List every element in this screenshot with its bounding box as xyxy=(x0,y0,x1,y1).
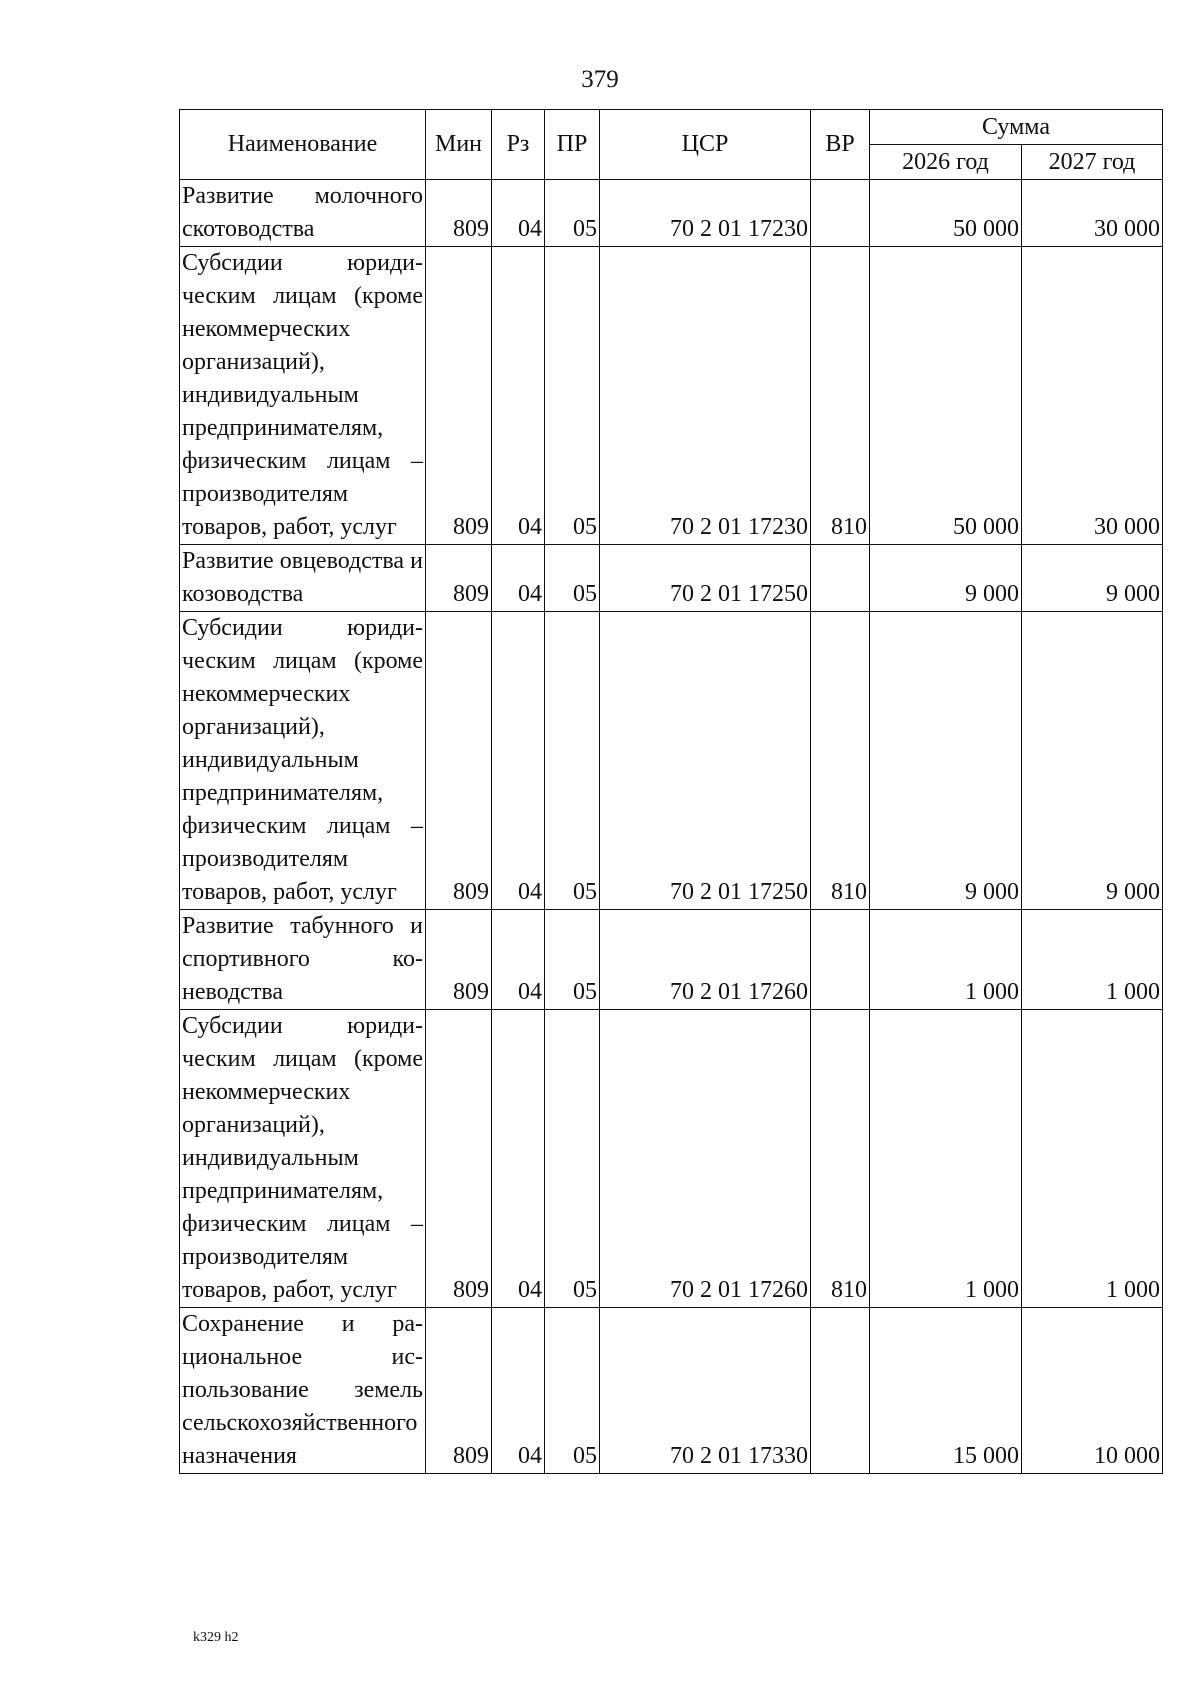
row-rz: 04 xyxy=(492,180,545,247)
table-row xyxy=(180,910,1163,1010)
row-vr: 810 xyxy=(811,1010,870,1308)
header-pr: ПР xyxy=(545,110,600,180)
row-name: Субсидии юридическим лицам (кроме некоммерческих организаций), индивидуальным предпринимателям, физическим лицам – производителям товаров, работ, услуг xyxy=(180,247,426,545)
table-row xyxy=(180,1308,1163,1474)
row-pr: 05 xyxy=(545,180,600,247)
row-pr: 05 xyxy=(545,545,600,612)
row-rz: 04 xyxy=(492,612,545,910)
header-csr: ЦСР xyxy=(600,110,811,180)
row-min: 809 xyxy=(426,612,492,910)
row-sum-2027: 9 000 xyxy=(1022,545,1163,612)
row-pr: 05 xyxy=(545,1308,600,1474)
row-csr: 70 2 01 17230 xyxy=(600,180,811,247)
row-csr: 70 2 01 17260 xyxy=(600,1010,811,1308)
row-name: Развитие овцеводства и козоводства xyxy=(180,545,426,612)
row-rz: 04 xyxy=(492,545,545,612)
row-min: 809 xyxy=(426,1010,492,1308)
table-row xyxy=(180,1010,1163,1308)
row-sum-2026: 50 000 xyxy=(870,180,1022,247)
table-row xyxy=(180,247,1163,545)
table-header xyxy=(180,110,1163,180)
header-sum: Сумма xyxy=(870,110,1163,145)
row-rz: 04 xyxy=(492,1308,545,1474)
row-rz: 04 xyxy=(492,247,545,545)
row-sum-2026: 9 000 xyxy=(870,612,1022,910)
row-pr: 05 xyxy=(545,247,600,545)
row-sum-2027: 30 000 xyxy=(1022,180,1163,247)
row-vr xyxy=(811,180,870,247)
row-sum-2027: 1 000 xyxy=(1022,910,1163,1010)
row-name: Развитие молочного скотоводства xyxy=(180,180,426,247)
header-vr: ВР xyxy=(811,110,870,180)
row-sum-2027: 30 000 xyxy=(1022,247,1163,545)
row-sum-2026: 1 000 xyxy=(870,910,1022,1010)
header-year-2026: 2026 год xyxy=(870,145,1022,180)
row-csr: 70 2 01 17260 xyxy=(600,910,811,1010)
row-min: 809 xyxy=(426,545,492,612)
row-min: 809 xyxy=(426,180,492,247)
row-min: 809 xyxy=(426,247,492,545)
row-pr: 05 xyxy=(545,910,600,1010)
row-csr: 70 2 01 17250 xyxy=(600,545,811,612)
page-number: 379 xyxy=(581,66,619,93)
row-name: Развитие табунного и спортивного коневодства xyxy=(180,910,426,1010)
header-rz: Рз xyxy=(492,110,545,180)
row-sum-2027: 9 000 xyxy=(1022,612,1163,910)
row-sum-2026: 9 000 xyxy=(870,545,1022,612)
row-pr: 05 xyxy=(545,612,600,910)
row-vr: 810 xyxy=(811,612,870,910)
header-year-2027: 2027 год xyxy=(1022,145,1163,180)
row-vr xyxy=(811,545,870,612)
row-sum-2026: 50 000 xyxy=(870,247,1022,545)
row-min: 809 xyxy=(426,1308,492,1474)
row-vr xyxy=(811,1308,870,1474)
table-row xyxy=(180,180,1163,247)
row-sum-2027: 1 000 xyxy=(1022,1010,1163,1308)
header-min: Мин xyxy=(426,110,492,180)
row-csr: 70 2 01 17330 xyxy=(600,1308,811,1474)
row-rz: 04 xyxy=(492,1010,545,1308)
row-csr: 70 2 01 17230 xyxy=(600,247,811,545)
footer-document-code: k329 h2 xyxy=(193,1630,239,1645)
budget-table xyxy=(179,109,1163,1474)
row-sum-2027: 10 000 xyxy=(1022,1308,1163,1474)
table-row xyxy=(180,545,1163,612)
row-name: Сохранение и рациональное использование земель сельскохозяйственного назначения xyxy=(180,1308,426,1474)
row-csr: 70 2 01 17250 xyxy=(600,612,811,910)
row-pr: 05 xyxy=(545,1010,600,1308)
row-min: 809 xyxy=(426,910,492,1010)
row-rz: 04 xyxy=(492,910,545,1010)
row-vr xyxy=(811,910,870,1010)
row-vr: 810 xyxy=(811,247,870,545)
header-name: Наименование xyxy=(180,110,426,180)
row-sum-2026: 1 000 xyxy=(870,1010,1022,1308)
row-name: Субсидии юридическим лицам (кроме некоммерческих организаций), индивидуальным предпринимателям, физическим лицам – производителям товаров, работ, услуг xyxy=(180,1010,426,1308)
table-body xyxy=(180,180,1163,1474)
table-row xyxy=(180,612,1163,910)
row-name: Субсидии юридическим лицам (кроме некоммерческих организаций), индивидуальным предпринимателям, физическим лицам – производителям товаров, работ, услуг xyxy=(180,612,426,910)
row-sum-2026: 15 000 xyxy=(870,1308,1022,1474)
